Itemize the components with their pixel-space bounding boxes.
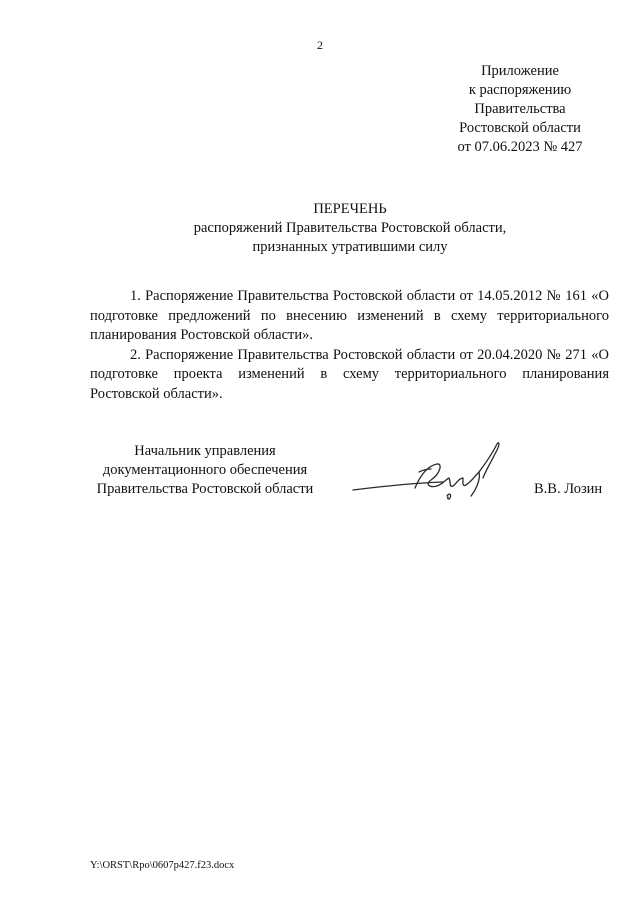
- signer-position-line: документационного обеспечения: [102, 462, 308, 478]
- title-line: распоряжений Правительства Ростовской области,: [193, 220, 507, 236]
- signer-position-line: Правительства Ростовской области: [96, 481, 314, 497]
- signer-name: В.В. Лозин: [534, 481, 603, 497]
- title-line: признанных утратившими силу: [252, 239, 448, 255]
- signer-position-line: Начальник управления: [134, 443, 276, 459]
- handwritten-signature: [345, 436, 515, 506]
- appendix-line: Приложение: [481, 63, 559, 79]
- page-number: 2: [317, 38, 323, 52]
- document-title: [0, 200, 640, 257]
- title-heading: ПЕРЕЧЕНЬ: [313, 201, 387, 217]
- signer-position: [85, 442, 325, 499]
- list-item: 2. Распоряжение Правительства Ростовской области от 20.04.2020 № 271 «О подготовке проекта изменений в схему территориального планирования Ростовской области».: [90, 346, 609, 402]
- list-item: 1. Распоряжение Правительства Ростовской области от 14.05.2012 № 161 «О подготовке предложений по внесению изменений в схему территориального планирования Ростовской области».: [90, 288, 609, 343]
- orders-list: [90, 287, 609, 404]
- appendix-line: к распоряжению: [468, 82, 572, 98]
- appendix-line: Ростовской области: [459, 120, 581, 136]
- appendix-line: Правительства: [474, 101, 566, 117]
- appendix-block: [440, 62, 600, 157]
- appendix-line: от 07.06.2023 № 427: [457, 139, 583, 155]
- file-path: Y:\ORST\Rpo\0607p427.f23.docx: [90, 860, 235, 871]
